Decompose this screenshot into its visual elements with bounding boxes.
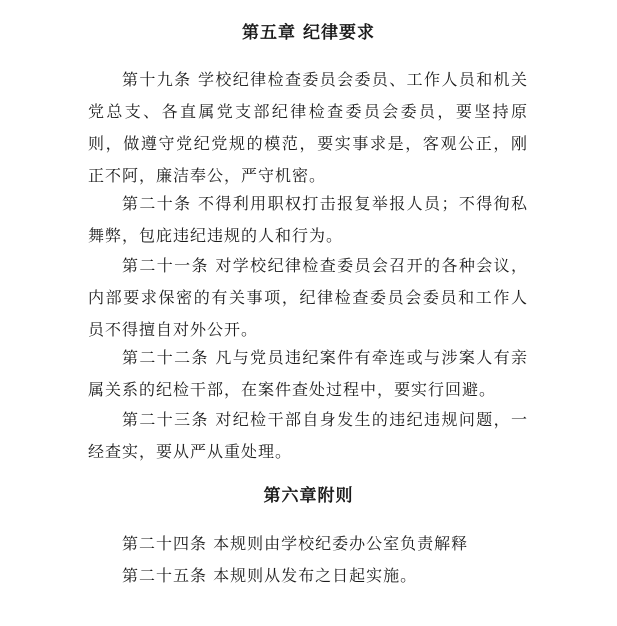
article-23: 第二十三条 对纪检干部自身发生的违纪违规问题，一经查实，要从严从重处理。 <box>88 410 528 461</box>
article-20: 第二十条 不得利用职权打击报复举报人员；不得徇私舞弊，包庇违纪违规的人和行为。 <box>88 194 528 245</box>
chapter-5-title: 第五章 纪律要求 <box>242 23 375 43</box>
article-19: 第十九条 学校纪律检查委员会委员、工作人员和机关党总支、各直属党支部纪律检查委员会委员，要坚持原则，做遵守党纪党规的模范，要实事求是，客观公正，刚正不阿，廉洁奉公，严守机密。 <box>88 70 528 185</box>
article-25: 第二十五条 本规则从发布之日起实施。 <box>122 566 418 585</box>
article-24: 第二十四条 本规则由学校纪委办公室负责解释 <box>122 534 469 553</box>
article-22: 第二十二条 凡与党员违纪案件有牵连或与涉案人有亲属关系的纪检干部，在案件查处过程中，要实行回避。 <box>88 348 528 399</box>
article-21: 第二十一条 对学校纪律检查委员会召开的各种会议，内部要求保密的有关事项，纪律检查委员会委员和工作人员不得擅自对外公开。 <box>88 256 528 339</box>
chapter-6-title: 第六章附则 <box>263 486 354 506</box>
